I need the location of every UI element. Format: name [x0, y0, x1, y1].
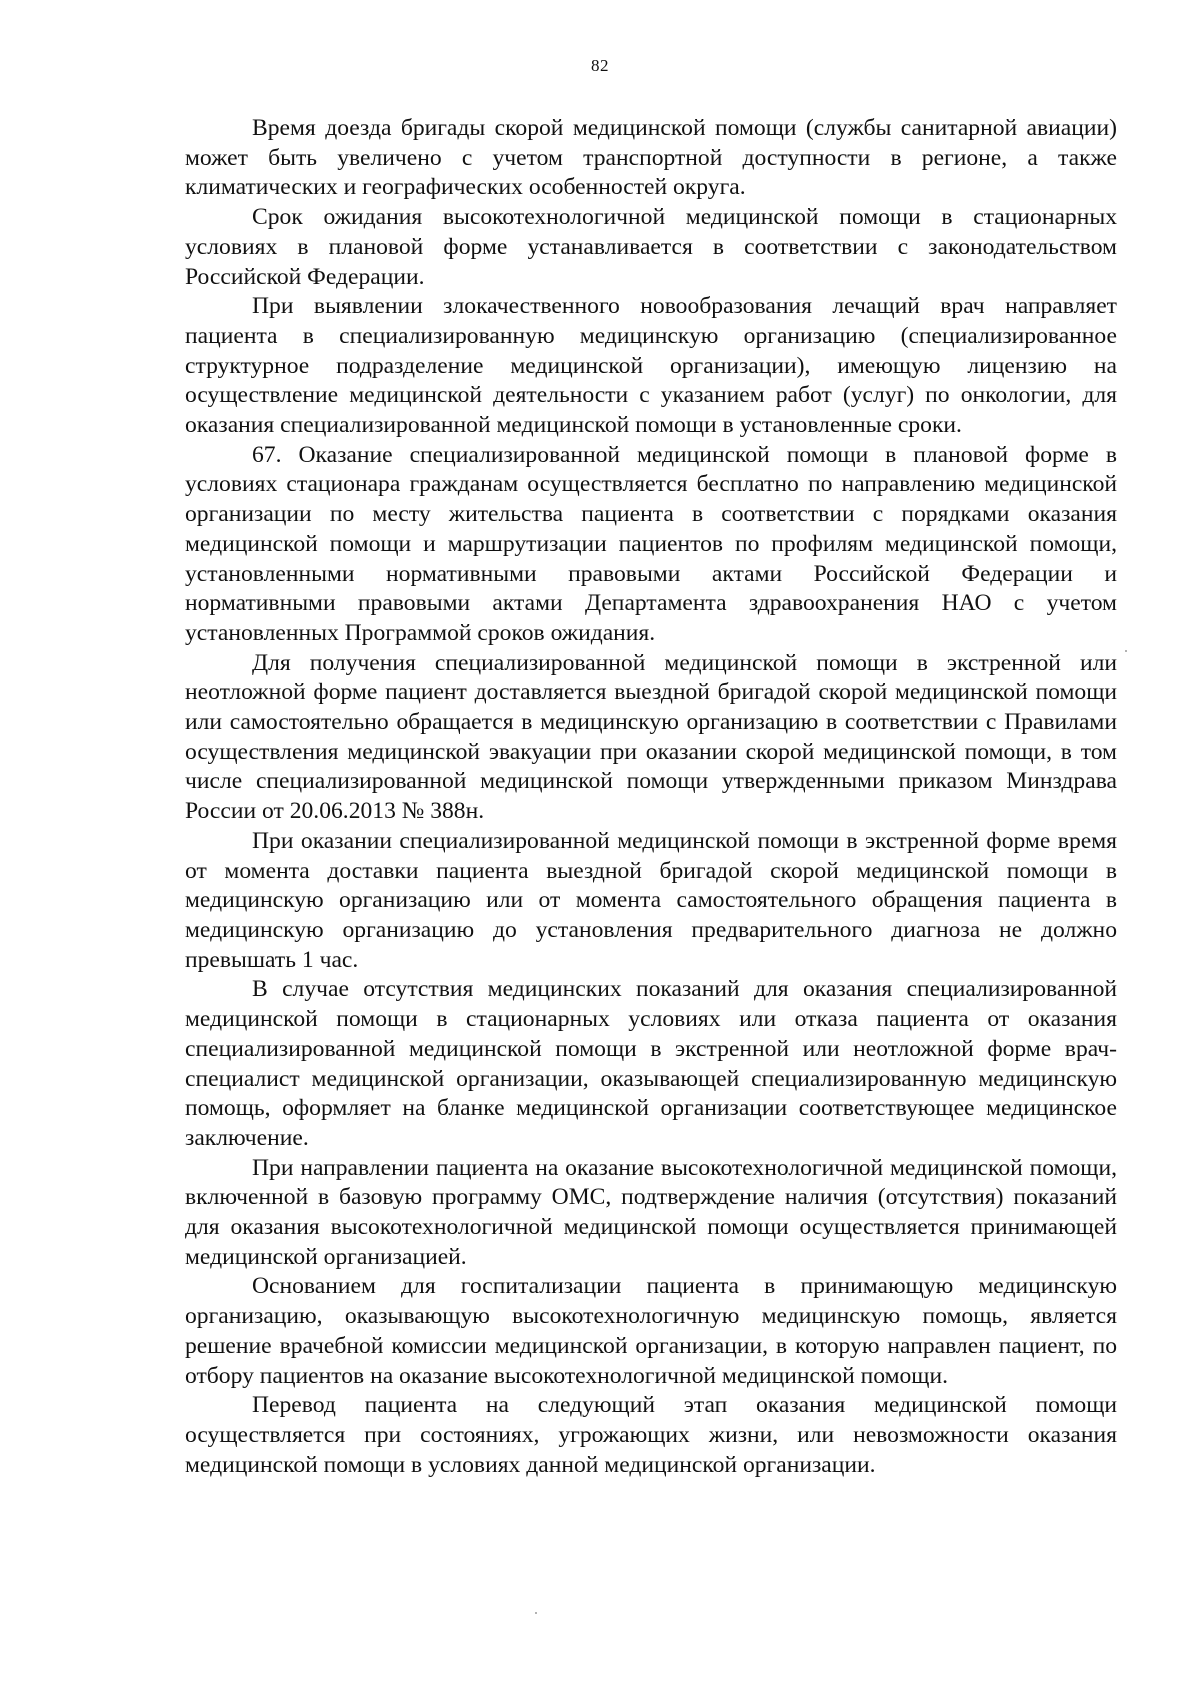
paragraph: Срок ожидания высокотехнологичной медицинской помощи в стационарных условиях в плановой форме устанавливается в соответствии с законодательством Российской Федерации.	[185, 204, 1117, 290]
paragraph: При направлении пациента на оказание высокотехнологичной медицинской помощи, включенной в базовую программу ОМС, подтверждение наличия (отсутствия) показаний для оказания высокотехнологичной медицинской помощи осуществляется принимающей медицинской организацией.	[185, 1154, 1117, 1270]
scan-speck	[1125, 650, 1127, 652]
scan-speck	[535, 1612, 537, 1614]
document-body	[185, 114, 1117, 1480]
paragraph: При выявлении злокачественного новообразования лечащий врач направляет пациента в специализированную медицинскую организацию (специализированное структурное подразделение медицинской организации), имеющую лицензию на осуществление медицинской деятельности с указанием работ (услуг) по онкологии, для оказания специализированной медицинской помощи в установленные сроки.	[185, 293, 1117, 439]
paragraph: Время доезда бригады скорой медицинской помощи (службы санитарной авиации) может быть увеличено с учетом транспортной доступности в регионе, а также климатических и географических особенностей округа.	[185, 115, 1117, 201]
paragraph: Для получения специализированной медицинской помощи в экстренной или неотложной форме пациент доставляется выездной бригадой скорой медицинской помощи или самостоятельно обращается в медицинскую организацию в соответствии с Правилами осуществления медицинской эвакуации при оказании скорой медицинской помощи, в том числе специализированной медицинской помощи утвержденными приказом Минздрава России от 20.06.2013 № 388н.	[185, 649, 1117, 825]
page-number: 82	[591, 56, 609, 75]
paragraph: Основанием для госпитализации пациента в принимающую медицинскую организацию, оказывающую высокотехнологичную медицинскую помощь, является решение врачебной комиссии медицинской организации, в которую направлен пациент, по отбору пациентов на оказание высокотехнологичной медицинской помощи.	[185, 1273, 1117, 1389]
paragraph: В случае отсутствия медицинских показаний для оказания специализированной медицинской помощи в стационарных условиях или отказа пациента от оказания специализированной медицинской помощи в экстренной или неотложной форме врач-специалист медицинской организации, оказывающей специализированную медицинскую помощь, оформляет на бланке медицинской организации соответствующее медицинское заключение.	[185, 976, 1117, 1151]
paragraph: При оказании специализированной медицинской помощи в экстренной форме время от момента доставки пациента выездной бригадой скорой медицинской помощи в медицинскую организацию или от момента самостоятельного обращения пациента в медицинскую организацию до установления предварительного диагноза не должно превышать 1 час.	[185, 827, 1117, 973]
paragraph: 67. Оказание специализированной медицинской помощи в плановой форме в условиях стационара гражданам осуществляется бесплатно по направлению медицинской организации по месту жительства пациента в соответствии с порядками оказания медицинской помощи и маршрутизации пациентов по профилям медицинской помощи, установленными нормативными правовыми актами Российской Федерации и нормативными правовыми актами Департамента здравоохранения НАО с учетом установленных Программой сроков ожидания.	[185, 441, 1117, 646]
paragraph: Перевод пациента на следующий этап оказания медицинской помощи осуществляется при состояниях, угрожающих жизни, или невозможности оказания медицинской помощи в условиях данной медицинской организации.	[185, 1392, 1117, 1478]
